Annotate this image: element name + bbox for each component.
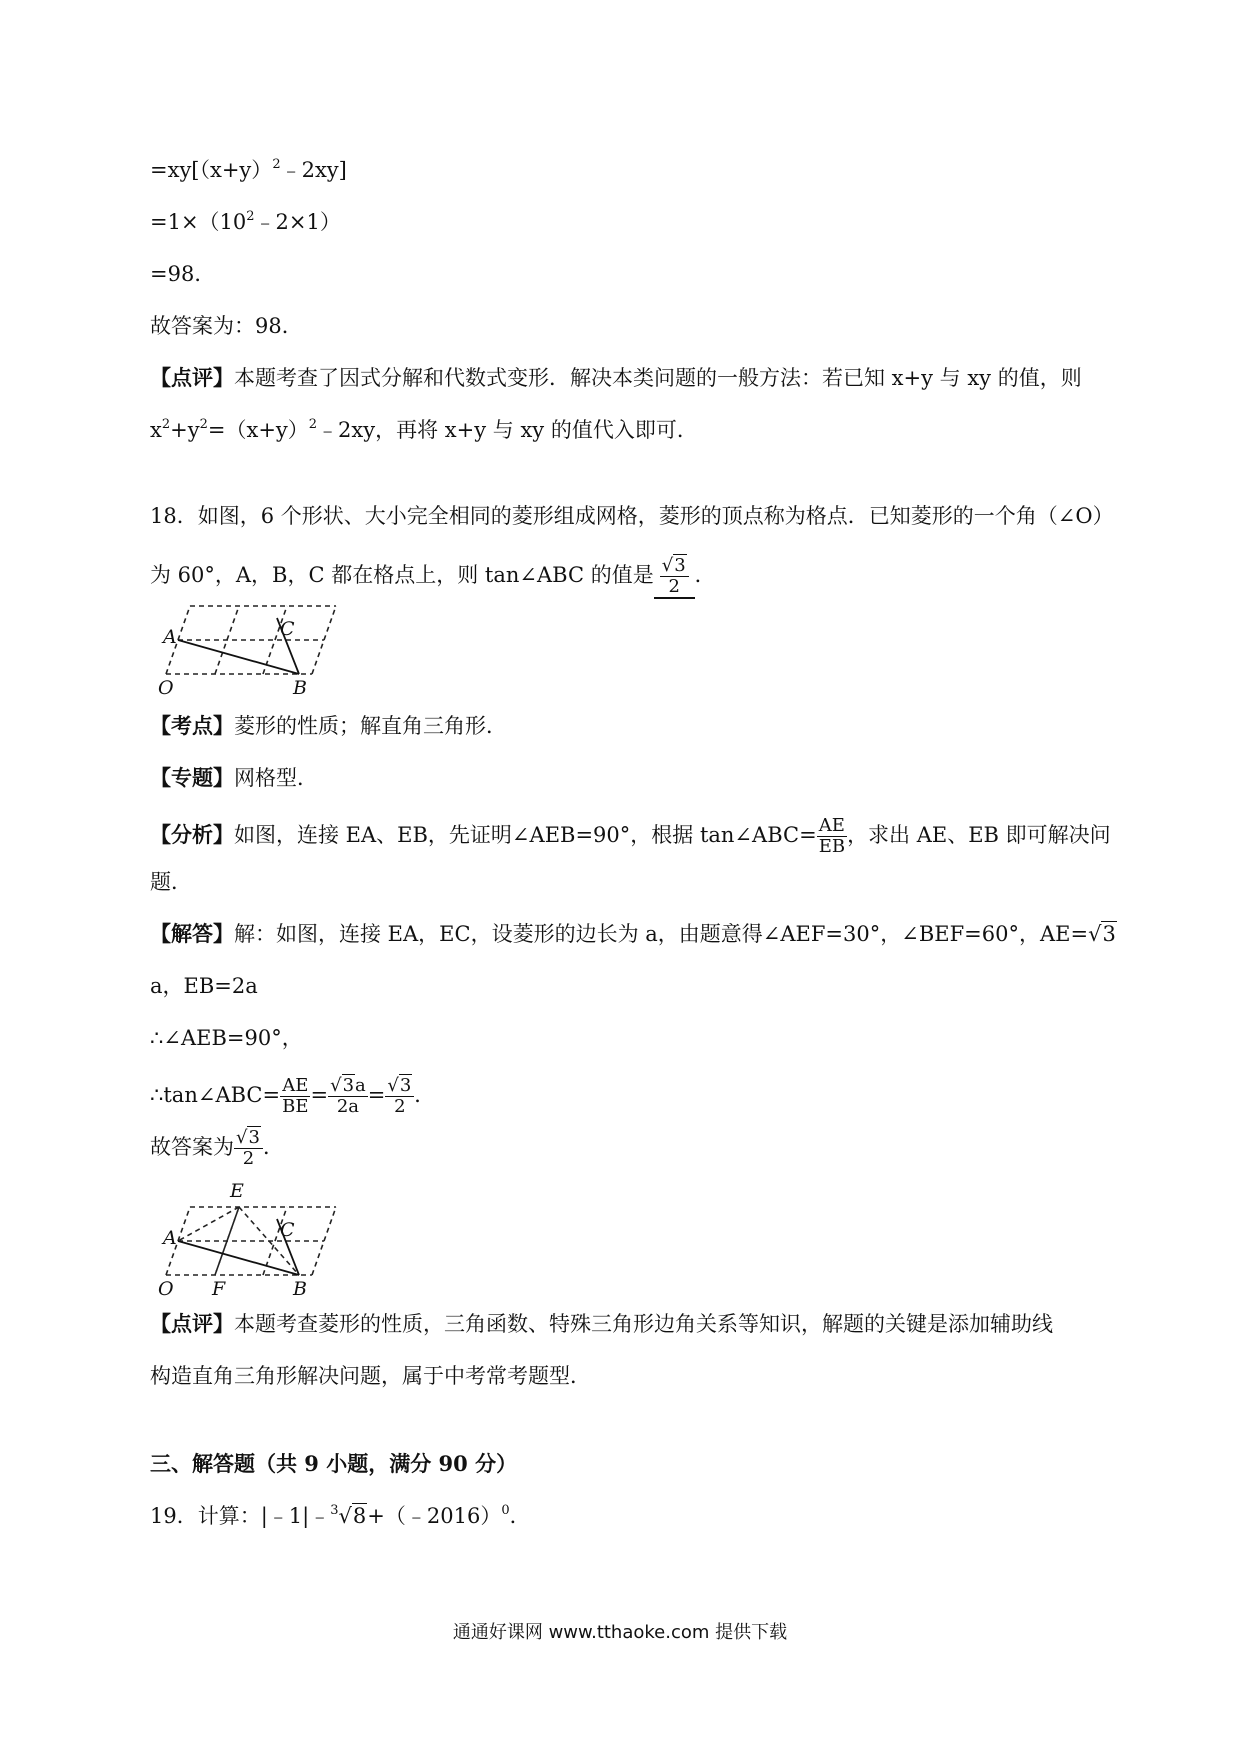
comment-line-2: $x^2+y^2=(x+y)^2﹣2xy$，再将 x+y 与 xy 的值代入即可．	[150, 417, 698, 442]
fig1-label-a: A	[163, 626, 177, 648]
q18-fenxi-line-2: 题．	[150, 870, 192, 894]
answer-blank: $\frac{√3}{2}$	[654, 556, 695, 599]
q18-dianping-line-1: 【点评】本题考查菱形的性质，三角函数、特殊三角形边角关系等知识，解题的关键是添加辅助线	[150, 1311, 1053, 1336]
fig2-label-f: F	[212, 1278, 226, 1300]
comment-line-1: 【点评】本题考查了因式分解和代数式变形．解决本类问题的一般方法：若已知 x+y 与 xy 的值，则	[150, 365, 1082, 390]
fig2-label-e: E	[230, 1180, 244, 1202]
q18-kaodian: 【考点】菱形的性质；解直角三角形．	[150, 713, 507, 738]
q18-dianping-line-2: 构造直角三角形解决问题，属于中考常考题型．	[150, 1364, 591, 1388]
q18-jieda-line-1: 【解答】解：如图，连接 EA，EC，设菱形的边长为 a，由题意得∠AEF=30°，∠BEF=60°，AE=√3	[150, 921, 1116, 946]
fig2-label-o: O	[158, 1278, 174, 1300]
q18-jieda-line-2: a，EB=2a	[150, 974, 258, 998]
fig1-label-b: B	[293, 677, 307, 699]
q18-stem-line-2: 为 60°，A，B，C 都在格点上，则 tan∠ABC 的值是 $\frac{√3}{2}$ ．	[150, 555, 716, 597]
fig1-label-o: O	[158, 677, 174, 699]
fig1-label-c: C	[280, 618, 295, 640]
q19-stem: 19．计算：|﹣1|﹣$^3$√8+（﹣2016）$^0$．	[150, 1503, 531, 1528]
calc-line-1: $=xy[(x+y)^2﹣2xy]$	[150, 157, 347, 182]
calc-line-3: =98．	[150, 262, 216, 286]
fig2-label-c: C	[280, 1219, 295, 1241]
fig2-label-a: A	[163, 1227, 177, 1249]
q18-fenxi-line-1: 【分析】如图，连接 EA、EB，先证明∠AEB=90°，根据 tan∠ABC= $\frac{AE}{EB}$ ，求出 AE、EB 即可解决问	[150, 815, 1111, 857]
q18-stem-line-1: 18．如图，6 个形状、大小完全相同的菱形组成网格，菱形的顶点称为格点．已知菱形的一个角（∠O）	[150, 504, 1114, 528]
page-footer: 通通好课网 www.tthaoke.com 提供下载	[452, 1622, 788, 1643]
q18-jieda-line-4: ∴tan∠ABC= $\frac{AE}{BE}$ = $\frac{√3a}{2a}$ = $\frac{√3}{2}$ ．	[150, 1075, 436, 1117]
q18-zhuanti: 【专题】网格型．	[150, 765, 318, 790]
rhombus-grid-figure-1	[160, 598, 350, 698]
answer-line: 故答案为：98．	[150, 314, 303, 338]
q18-jieda-line-3: ∴∠AEB=90°，	[150, 1026, 303, 1050]
section-heading: 三、解答题（共 9 小题，满分 90 分）	[150, 1451, 518, 1476]
fig2-label-b: B	[293, 1278, 307, 1300]
rhombus-grid-figure-2	[158, 1175, 350, 1300]
calc-line-2: $=1\times(10^2﹣2\times 1)$	[150, 209, 341, 234]
q18-answer: 故答案为 $\frac{√3}{2}$ ．	[150, 1127, 284, 1169]
